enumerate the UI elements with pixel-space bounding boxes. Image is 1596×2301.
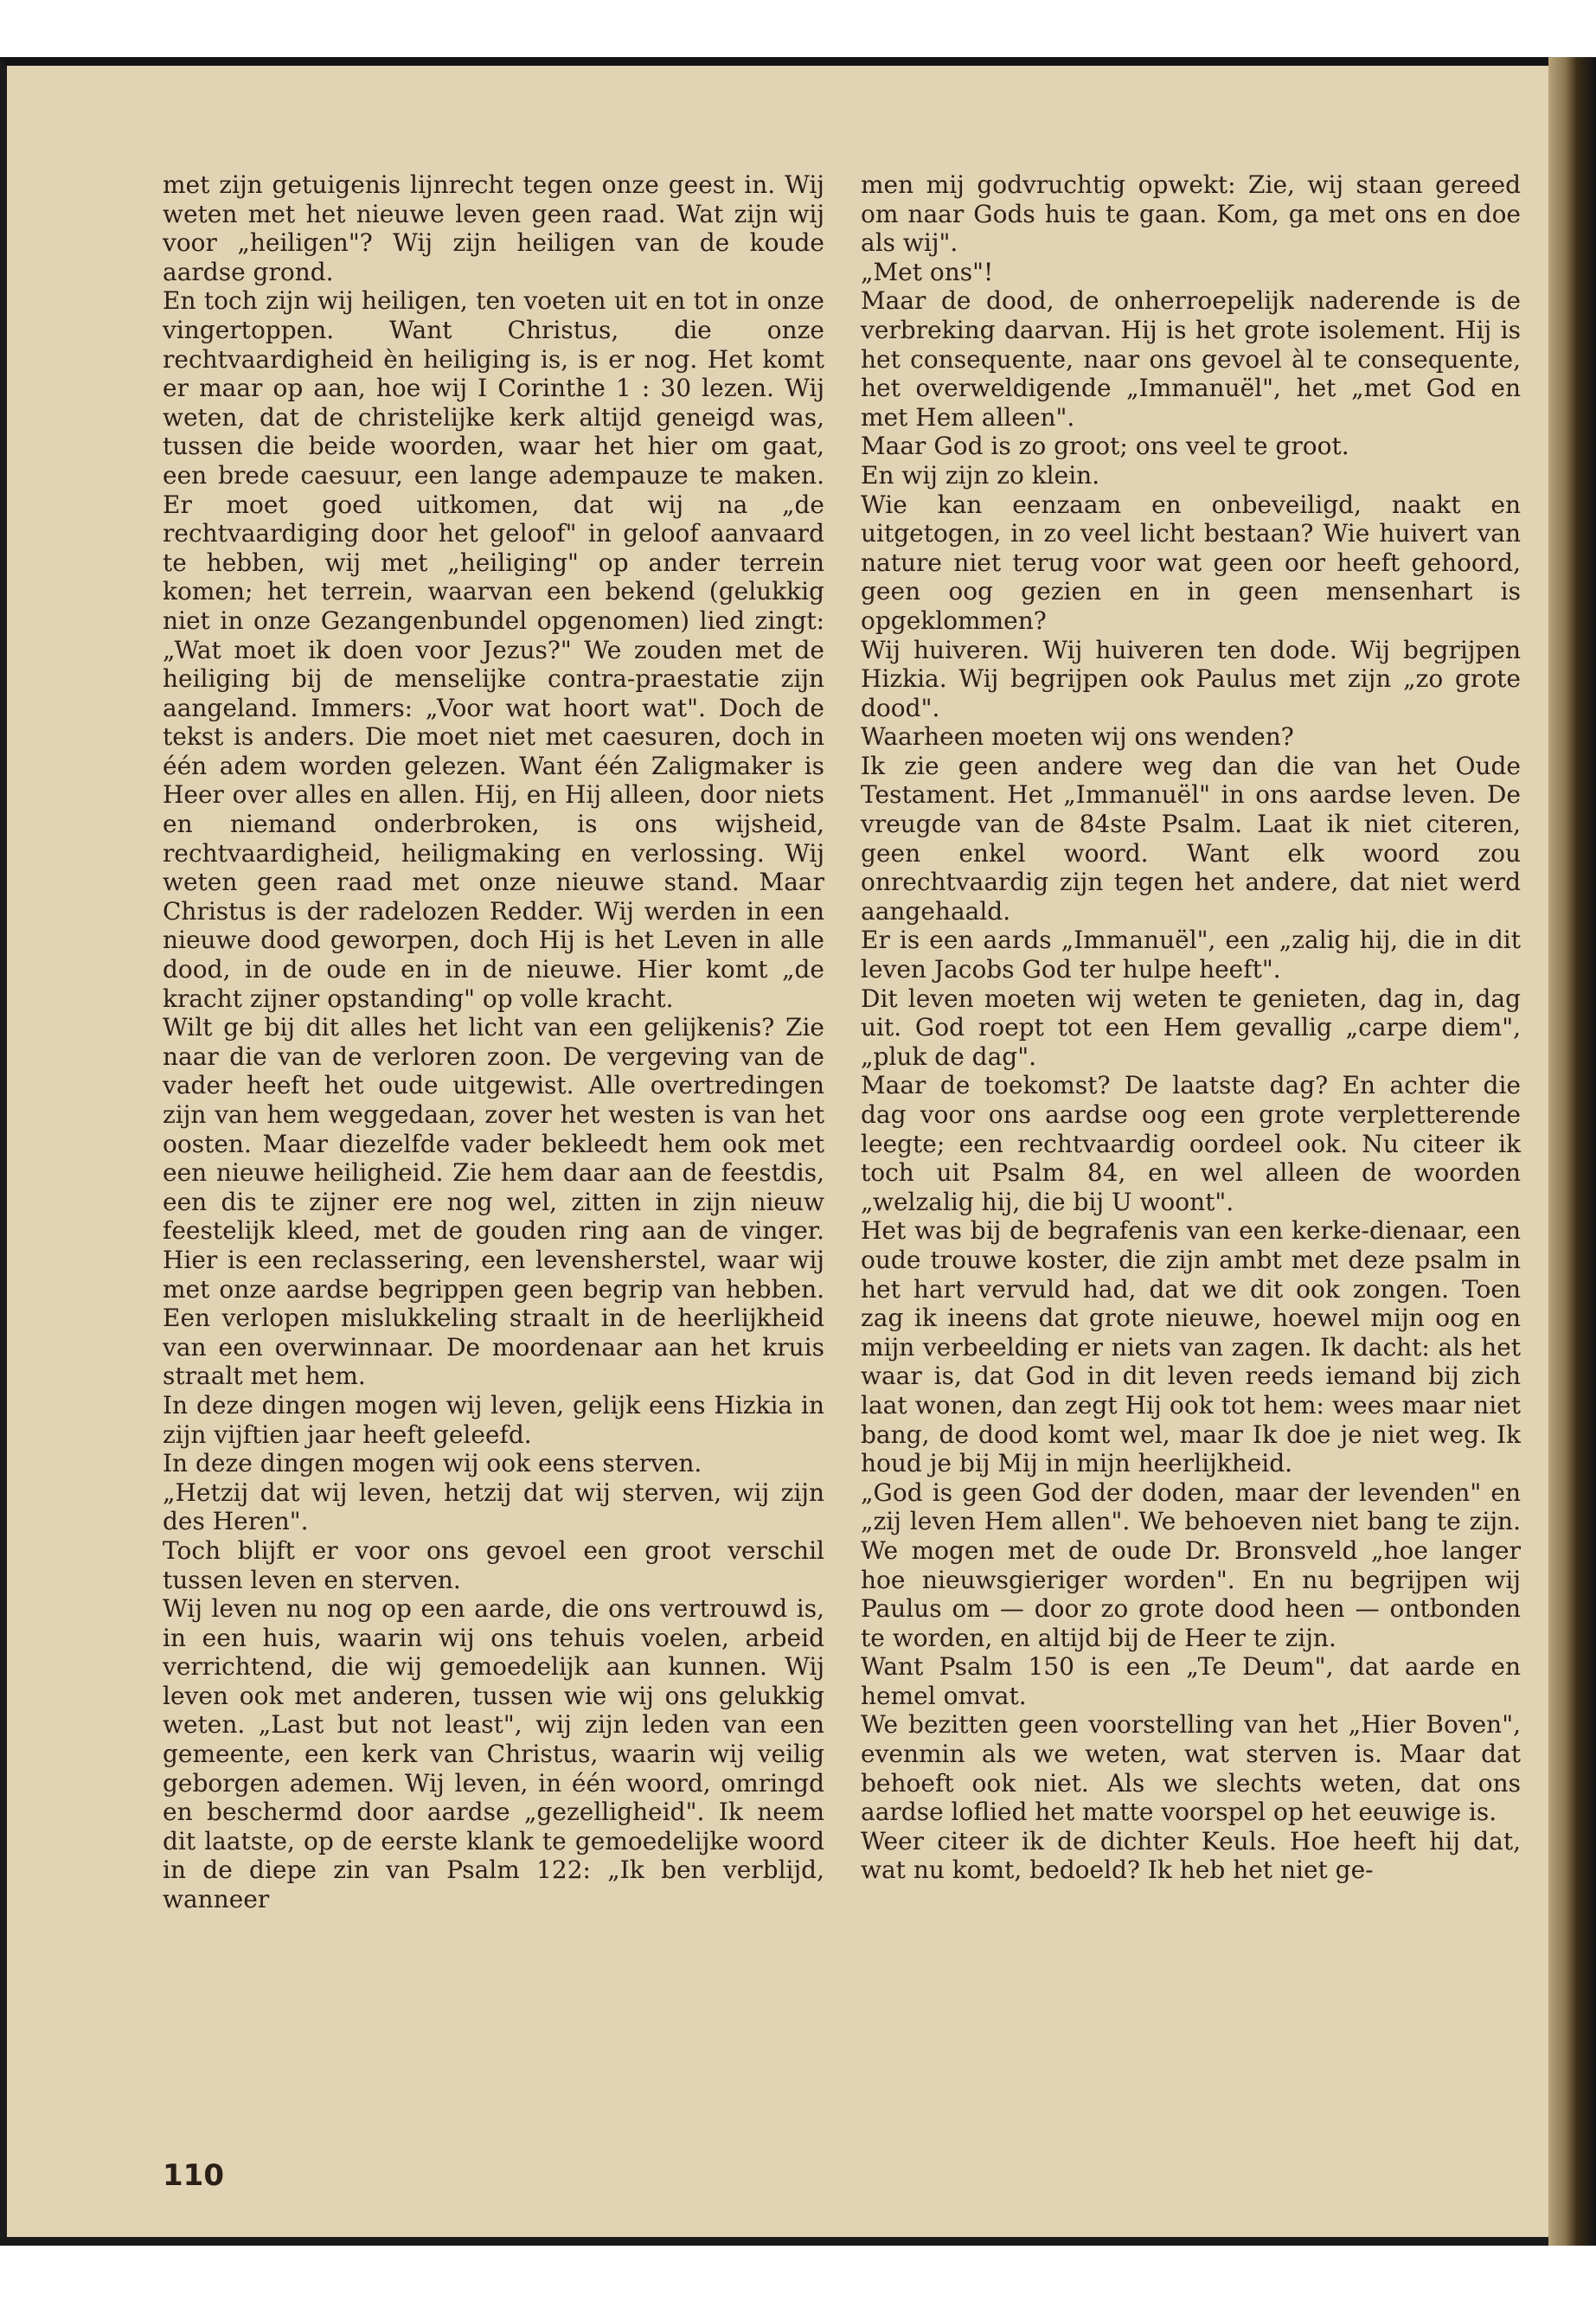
paragraph: Maar de dood, de onherroepelijk naderende is de verbreking daarvan. Hij is het grote isolement. Hij is het consequente, naar ons gevoel àl te consequente, het overweldigende „Immanuël", het „met God en met Hem alleen". <box>861 286 1521 432</box>
paragraph: En toch zijn wij heiligen, ten voeten uit en tot in onze vingertoppen. Want Christus, die onze rechtvaardigheid èn heiliging is, is er nog. Het komt er maar op aan, hoe wij I Corinthe 1 : 30 lezen. Wij weten, dat de christelijke kerk altijd geneigd was, tussen die beide woorden, waar het hier om gaat, een brede caesuur, een lange adempauze te maken. Er moet goed uitkomen, dat wij na „de rechtvaardiging door het geloof" in geloof aanvaard te hebben, wij met „heiliging" op ander terrein komen; het terrein, waarvan een bekend (gelukkig niet in onze Gezangenbundel opgenomen) lied zingt: „Wat moet ik doen voor Jezus?" We zouden met de heiliging bij de menselijke contra-praestatie zijn aangeland. Immers: „Voor wat hoort wat". Doch de tekst is anders. Die moet niet met caesuren, doch in één adem worden gelezen. Want één Zaligmaker is Heer over alles en allen. Hij, en Hij alleen, door niets en niemand onderbroken, is ons wijsheid, rechtvaardigheid, heiligmaking en verlossing. Wij weten geen raad met onze nieuwe stand. Maar Christus is der radelozen Redder. Wij werden in een nieuwe dood geworpen, doch Hij is het Leven in alle dood, in de oude en in de nieuwe. Hier komt „de kracht zijner opstanding" op volle kracht. <box>163 286 824 1013</box>
paragraph: Maar God is zo groot; ons veel te groot. <box>861 432 1349 461</box>
paragraph: men mij godvruchtig opwekt: Zie, wij staan gereed om naar Gods huis te gaan. Kom, ga met ons en doe als wij". <box>861 170 1521 258</box>
paragraph: Wij leven nu nog op een aarde, die ons vertrouwd is, in een huis, waarin wij ons tehuis voelen, arbeid verrichtend, die wij gemoedelijk aan kunnen. Wij leven ook met anderen, tussen wie wij ons gelukkig weten. „Last but not least", wij zijn leden van een gemeente, een kerk van Christus, waarin wij veilig geborgen ademen. Wij leven, in één woord, omringd en beschermd door aardse „gezelligheid". Ik neem dit laatste, op de eerste klank te gemoedelijke woord in de diepe zin van Psalm 122: „Ik ben verblijd, wanneer <box>163 1594 824 1914</box>
page-number: 110 <box>163 2158 224 2193</box>
paragraph: Dit leven moeten wij weten te genieten, dag in, dag uit. God roept tot een Hem gevallig „carpe diem", „pluk de dag". <box>861 984 1521 1071</box>
book-spine-shadow <box>1548 57 1596 2246</box>
paragraph: We bezitten geen voorstelling van het „Hier Boven", evenmin als we weten, wat sterven is. Maar dat behoeft ook niet. Als we slechts weten, dat ons aardse loflied het matte voorspel op het eeuwige is. <box>861 1710 1521 1827</box>
paragraph: Want Psalm 150 is een „Te Deum", dat aarde en hemel omvat. <box>861 1652 1521 1710</box>
paragraph: „God is geen God der doden, maar der levenden" en „zij leven Hem allen". We behoeven niet bang te zijn. We mogen met de oude Dr. Bronsveld „hoe langer hoe nieuwsgieriger worden". En nu begrijpen wij Paulus om — door zo grote dood heen — ontbonden te worden, en altijd bij de Heer te zijn. <box>861 1477 1521 1652</box>
right-text-column <box>861 170 1521 1885</box>
paragraph: Maar de toekomst? De laatste dag? En achter die dag voor ons aardse oog een grote verpletterende leegte; een rechtvaardig oordeel ook. Nu citeer ik toch uit Psalm 84, en wel alleen de woorden „welzalig hij, die bij U woont". <box>861 1071 1521 1216</box>
paragraph: Het was bij de begrafenis van een kerke-dienaar, een oude trouwe koster, die zijn ambt met deze psalm in het hart vervuld had, dat we dit ook zongen. Toen zag ik ineens dat grote nieuwe, hoewel mijn oog en mijn verbeelding er niets van zagen. Ik dacht: als het waar is, dat God in dit leven reeds iemand bij zich laat wonen, dan zegt Hij ook tot hem: wees maar niet bang, de dood komt wel, maar Ik doe je niet weg. Ik houd je bij Mij in mijn heerlijkheid. <box>861 1216 1521 1478</box>
paragraph: En wij zijn zo klein. <box>861 460 1100 490</box>
paragraph: „Hetzij dat wij leven, hetzij dat wij sterven, wij zijn des Heren". <box>163 1477 824 1536</box>
paragraph: Wie kan eenzaam en onbeveiligd, naakt en uitgetogen, in zo veel licht bestaan? Wie huivert van nature niet terug voor wat geen oor heeft gehoord, geen oog gezien en in geen mensenhart is opgeklommen? <box>861 490 1521 635</box>
paragraph: Wij huiveren. Wij huiveren ten dode. Wij begrijpen Hizkia. Wij begrijpen ook Paulus met zijn „zo grote dood". <box>861 635 1521 722</box>
paragraph: Weer citeer ik de dichter Keuls. Hoe heeft hij dat, wat nu komt, bedoeld? Ik heb het niet ge- <box>861 1826 1521 1885</box>
paragraph: Wilt ge bij dit alles het licht van een gelijkenis? Zie naar die van de verloren zoon. De vergeving van de vader heeft het oude uitgewist. Alle overtredingen zijn van hem weggedaan, zover het westen is van het oosten. Maar diezelfde vader bekleedt hem ook met een nieuwe heiligheid. Zie hem daar aan de feestdis, een dis te zijner ere nog wel, zitten in zijn nieuw feestelijk kleed, met de gouden ring aan de vinger. Hier is een reclassering, een levensherstel, waar wij met onze aardse begrippen geen begrip van hebben. Een verlopen mislukkeling straalt in de heerlijkheid van een overwinnaar. De moordenaar aan het kruis straalt met hem. <box>163 1013 824 1391</box>
paragraph: Er is een aards „Immanuël", een „zalig hij, die in dit leven Jacobs God ter hulpe heeft". <box>861 926 1521 984</box>
paragraph: In deze dingen mogen wij ook eens sterven. <box>163 1449 702 1478</box>
paragraph: „Met ons"! <box>861 257 994 286</box>
paragraph: met zijn getuigenis lijnrecht tegen onze geest in. Wij weten met het nieuwe leven geen raad. Wat zijn wij voor „heiligen"? Wij zijn heiligen van de koude aardse grond. <box>163 170 824 286</box>
paragraph: In deze dingen mogen wij leven, gelijk eens Hizkia in zijn vijftien jaar heeft geleefd. <box>163 1390 824 1449</box>
paragraph: Toch blijft er voor ons gevoel een groot verschil tussen leven en sterven. <box>163 1535 824 1594</box>
paragraph: Waarheen moeten wij ons wenden? <box>861 722 1294 752</box>
left-text-column <box>163 170 824 1914</box>
top-margin <box>0 0 1596 57</box>
paragraph: Ik zie geen andere weg dan die van het Oude Testament. Het „Immanuël" in ons aardse leven. De vreugde van de 84ste Psalm. Laat ik niet citeren, geen enkel woord. Want elk woord zou onrechtvaardig zijn tegen het andere, dat niet werd aangehaald. <box>861 751 1521 926</box>
